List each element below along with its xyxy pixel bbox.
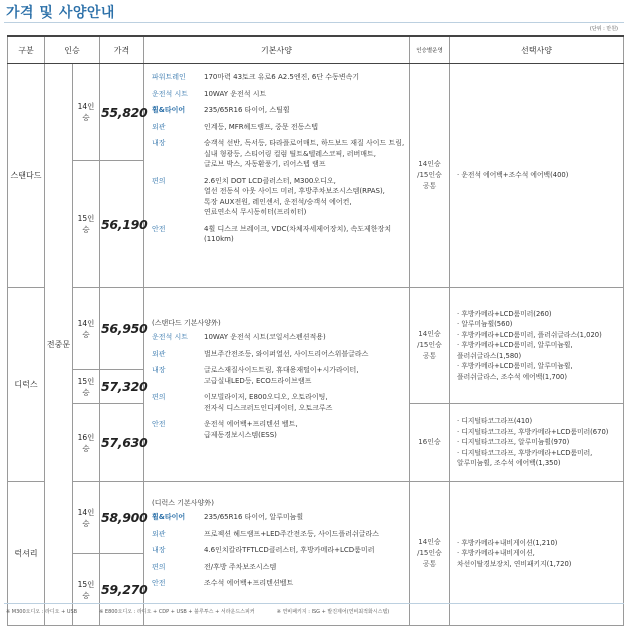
seat-cell: 15인승	[73, 161, 100, 288]
seat-cell: 15인승	[73, 370, 100, 404]
spec-value: 2.6인치 DOT LCD클러스터, M300오디오, 열선 전동식 아웃 사이드 미러, 후방주차보조시스템(RPAS), 톡장 AUX전원, 레인센서, 운전석/승객석 에어컨, 연료연소식 무시동히터(프리히터)	[204, 176, 385, 216]
spec-value: 승객석 선반, 독서등, 타라플로어매트, 하드보드 재질 사이드 트림, 실내 형광등, 스티어링 컬럼 틸트&텔레스코픽, 러버매트, 글로브 박스, 자동환풍기, 리어스텝 램프	[204, 139, 405, 168]
seat-change-text: 16인승	[418, 438, 441, 446]
seat-cell: 14인승	[73, 482, 100, 554]
footer-notes	[6, 608, 389, 615]
spec-category: 내장	[152, 139, 166, 147]
deluxe-option-2	[450, 404, 624, 482]
spec-row	[144, 349, 409, 360]
option-item: · 후방카메라+내비게이션(1,210)	[457, 538, 558, 547]
spec-row	[144, 105, 409, 116]
seat-change-text: 14인승 /15인승 공통	[417, 538, 442, 568]
spec-category: 편의	[152, 176, 166, 185]
price-cell: 59,270	[100, 554, 144, 626]
spec-row	[144, 578, 409, 589]
spec-row	[144, 122, 409, 133]
spec-value: 10WAY 운전석 시트	[204, 89, 267, 98]
spec-category: 운전석 시트	[152, 89, 189, 98]
option-item: · 알루미늄휠(560)	[457, 320, 513, 329]
spec-row	[144, 176, 409, 218]
spec-value: 4.6인치칼라TFTLCD클러스터, 후방카메라+LCD룸미러	[204, 546, 375, 554]
spec-row	[144, 392, 409, 413]
spec-row	[144, 332, 409, 343]
title-divider	[4, 22, 624, 23]
spec-row	[144, 512, 409, 523]
body-type: 전중문	[45, 64, 73, 626]
spec-value: 235/65R16 타이어, 알루미늄휠	[204, 513, 304, 521]
spec-value: 전/후방 주차보조시스템	[204, 562, 277, 571]
option-item: · 디지털타코그라프, 후방카메라+LCD룸미러(670)	[457, 427, 609, 436]
option-item: · 후방카메라+LCD룸미러, 플러쉬글라스(1,020)	[457, 330, 602, 339]
header-seat-change: 인승별운영	[410, 36, 450, 64]
grade-luxury: 럭셔리	[8, 482, 45, 626]
option-item: · 디지털타코그라프, 후방카메라+LCD룸미러, 알루미늄휠, 조수석 에어백(1,350)	[457, 448, 593, 468]
spec-category: 휠&타이어	[152, 106, 186, 114]
spec-row	[144, 89, 409, 100]
deluxe-seat-change-1	[410, 288, 450, 404]
spec-category: 안전	[152, 224, 166, 233]
header-group: 구분	[8, 36, 45, 64]
price-spec-table	[7, 35, 624, 626]
price-cell: 56,190	[100, 161, 144, 288]
footnote: ※ M300오디오 : 라디오 + USB	[6, 609, 78, 615]
spec-row	[144, 529, 409, 540]
spec-row	[144, 545, 409, 556]
option-item: · 디지털타코그라프(410)	[457, 417, 533, 426]
price-cell: 58,900	[100, 482, 144, 554]
standard-seat-change	[410, 64, 450, 288]
luxury-base-note: (디럭스 기본사양外)	[152, 499, 215, 507]
spec-row	[144, 72, 409, 83]
standard-option	[450, 64, 624, 288]
page-title: 가격 및 사양안내	[6, 5, 115, 21]
option-item: · 후방카메라+내비게이션, 차선이탈경보장치, 연비패키지(1,720)	[457, 549, 572, 568]
spec-category: 안전	[152, 579, 166, 587]
option-item: · 운전석 에어백+조수석 에어백(400)	[457, 171, 569, 180]
spec-category: 내장	[152, 546, 166, 554]
header-option: 선택사양	[450, 36, 624, 64]
spec-row	[144, 365, 409, 386]
option-item: · 후방카메라+LCD룸미러, 알루미늄휠, 플러쉬글라스, 조수석 에어백(1,700)	[457, 362, 573, 381]
spec-category: 파워트레인	[152, 73, 186, 81]
unit-note: (단위 : 만원)	[589, 26, 618, 32]
spec-value: 글로스재질사이드트림, 휴대용재떨이+시가라이터, 고급실내LED등, ECO드라이브램프	[204, 366, 359, 385]
footnote: ※ E800오디오 : 라디오 + CDP + USB + 블루투스 + 서라운드스피커	[99, 609, 255, 615]
spec-row	[144, 138, 409, 170]
spec-value: 235/65R16 타이어, 스틸휠	[204, 106, 290, 114]
seat-cell: 15인승	[73, 554, 100, 626]
option-item: · 후방카메라+LCD룸미러, 알루미늄휠, 플러쉬글라스(1,580)	[457, 341, 573, 360]
seat-cell: 14인승	[73, 64, 100, 161]
spec-value: 4휠 디스크 브레이크, VDC(차체자세제어장치), 속도제한장치(110km)	[204, 224, 392, 243]
standard-basic-specs	[144, 64, 410, 288]
spec-row	[144, 224, 409, 245]
option-item: · 디지털타코그라프, 알루미늄휠(970)	[457, 438, 570, 447]
price-cell: 57,630	[100, 404, 144, 482]
header-basic: 기본사양	[144, 36, 410, 64]
deluxe-option-1	[450, 288, 624, 404]
deluxe-base-note: (스탠다드 기본사양外)	[152, 319, 221, 327]
spec-value: 조수석 에어백+프리텐션벨트	[204, 579, 294, 587]
spec-category: 편의	[152, 393, 166, 401]
spec-category: 내장	[152, 366, 166, 374]
seat-change-text: 14인승 /15인승 공통	[417, 330, 442, 360]
header-seat: 인승	[45, 36, 100, 64]
spec-value: 운전석 에어백+프리텐션 벨트, 급제동경보시스템(ESS)	[204, 420, 298, 439]
deluxe-basic-specs	[144, 288, 410, 482]
spec-value: 10WAY 운전석 시트(코일서스펜션적용)	[204, 333, 326, 341]
spec-category: 안전	[152, 420, 166, 428]
price-cell: 57,320	[100, 370, 144, 404]
option-item: · 후방카메라+LCD룸미러(260)	[457, 309, 552, 318]
spec-value: 인계등, MFR헤드램프, 중문 전동스텝	[204, 122, 318, 131]
footer-divider	[4, 603, 624, 604]
spec-value: 170마력 43토크 유로6 A2.5엔진, 6단 수동변속기	[204, 73, 360, 81]
grade-deluxe: 디럭스	[8, 288, 45, 482]
spec-value: 이모빌라이저, E800오디오, 오토라이팅, 전자식 디스크러드인디케이터, 오토크루즈	[204, 393, 333, 412]
price-cell: 55,820	[100, 64, 144, 161]
seat-cell: 14인승	[73, 288, 100, 370]
spec-category: 외관	[152, 529, 166, 538]
spec-value: 프로젝션 헤드램프+LED주간전조등, 사이드플러쉬글라스	[204, 529, 380, 538]
spec-row	[144, 419, 409, 440]
spec-category: 외관	[152, 349, 166, 358]
footnote: ※ 연비패키지 : ISG + 발진제어(연비최적화시스템)	[276, 609, 390, 615]
spec-category: 편의	[152, 562, 166, 571]
grade-standard: 스탠다드	[8, 64, 45, 288]
seat-cell: 16인승	[73, 404, 100, 482]
spec-category: 휠&타이어	[152, 513, 186, 521]
deluxe-seat-change-2	[410, 404, 450, 482]
seat-change-text: 14인승 /15인승 공통	[417, 160, 442, 190]
spec-category: 운전석 시트	[152, 333, 189, 341]
spec-value: 벌브주간전조등, 와이퍼열선, 사이드리어스위블글라스	[204, 349, 369, 358]
spec-category: 외관	[152, 122, 166, 131]
header-price: 가격	[100, 36, 144, 64]
price-cell: 56,950	[100, 288, 144, 370]
spec-row	[144, 562, 409, 573]
